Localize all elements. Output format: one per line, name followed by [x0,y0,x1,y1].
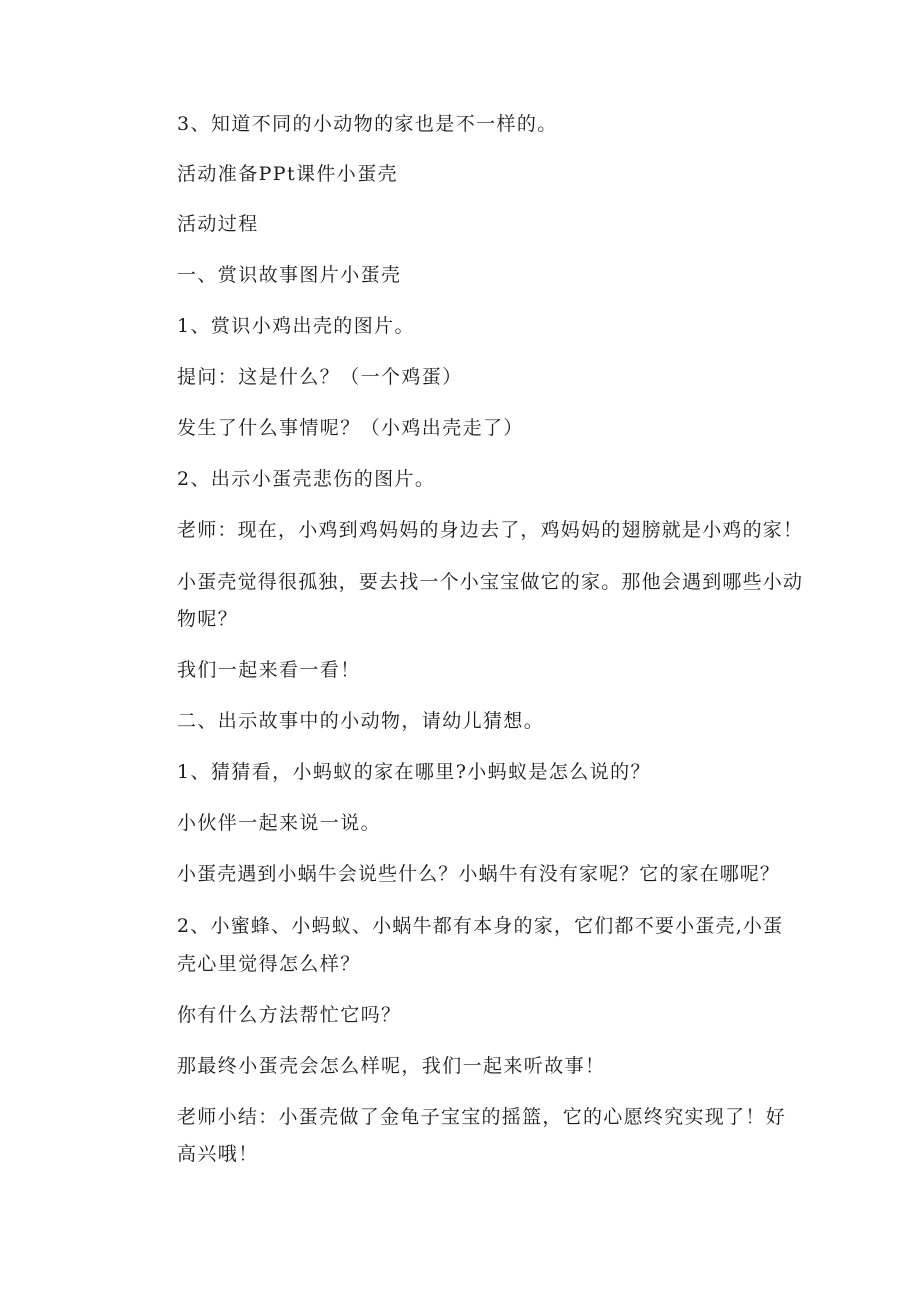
activity-process-heading: 活动过程 [177,213,259,235]
friends-say: 小伙伴一起来说一说。 [177,812,382,834]
snail-question: 小蛋壳遇到小蜗牛会说些什么？小蜗牛有没有家呢？它的家在哪呢？ [177,863,781,885]
listen-story: 那最终小蛋壳会怎么样呢，我们一起来听故事！ [177,1055,606,1077]
eggshell-lonely-line2: 物呢？ [177,608,239,630]
question-what-is-this: 提问：这是什么？（一个鸡蛋） [177,366,463,388]
teacher-line: 老师：现在，小鸡到鸡妈妈的身边去了，鸡妈妈的翅膀就是小鸡的家！ [177,519,804,541]
section-1-heading: 一、赏识故事图片小蛋壳 [177,264,402,286]
teacher-summary-line2: 高兴哦！ [177,1143,259,1165]
step-2-2-line2: 壳心里觉得怎么样？ [177,953,361,975]
section-2-heading: 二、出示故事中的小动物，请幼儿猜想。 [177,710,545,732]
lets-look: 我们一起来看一看！ [177,659,361,681]
step-2-2-line1: 2、小蜜蜂、小蚂蚁、小蜗牛都有本身的家，它们都不要小蛋壳,小蛋 [177,915,784,937]
help-question: 你有什么方法帮忙它吗？ [177,1004,402,1026]
step-1-1: 1、赏识小鸡出壳的图片。 [177,315,415,337]
step-2-1: 1、猜猜看，小蚂蚁的家在哪里?小蚂蚁是怎么说的？ [177,761,651,783]
step-1-2: 2、出示小蛋壳悲伤的图片。 [177,468,436,490]
teacher-summary-line1: 老师小结：小蛋壳做了金龟子宝宝的摇篮，它的心愿终究实现了！好 [177,1106,787,1128]
eggshell-lonely-line1: 小蛋壳觉得很孤独，要去找一个小宝宝做它的家。那他会遇到哪些小动 [177,571,804,593]
question-what-happened: 发生了什么事情呢？（小鸡出壳走了） [177,417,524,439]
activity-preparation: 活动准备PPt课件小蛋壳 [177,163,399,185]
objective-3: 3、知道不同的小动物的家也是不一样的。 [177,113,558,135]
